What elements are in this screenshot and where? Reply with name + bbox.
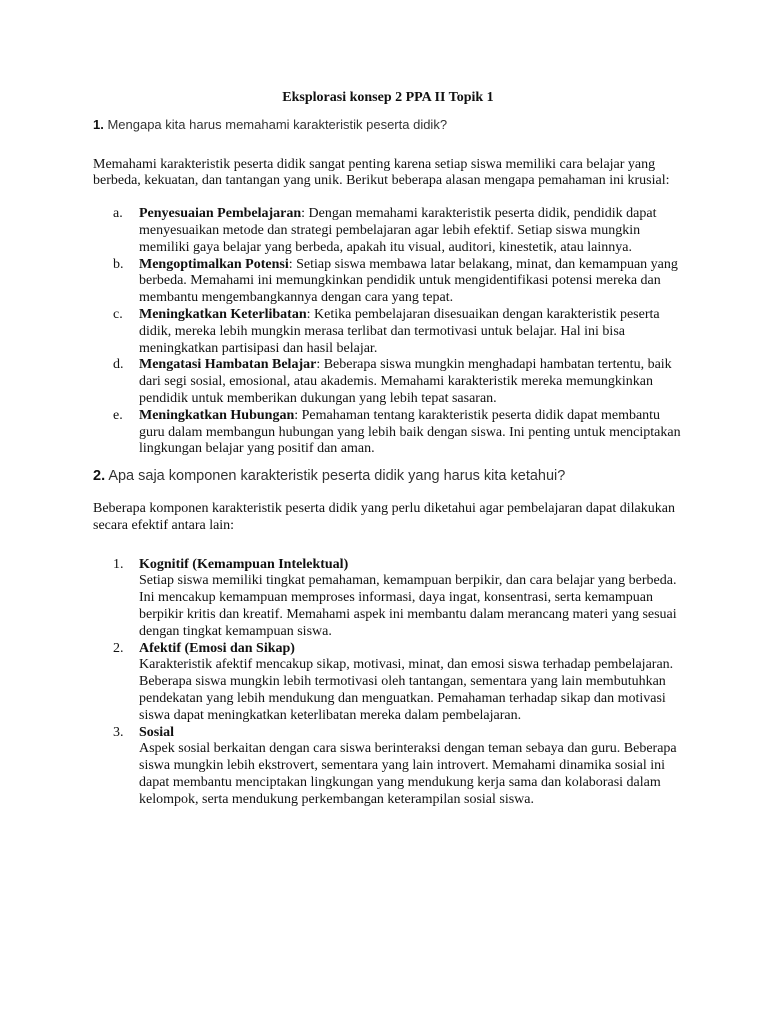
question-1-text: Mengapa kita harus memahami karakteristik peserta didik? [103, 116, 448, 132]
question-1-intro: Memahami karakteristik peserta didik sangat penting karena setiap siswa memiliki cara belajar yang berbeda, kekuatan, dan tantangan yang unik. Berikut beberapa alasan mengapa pemahaman ini krusial: [93, 156, 670, 189]
list-item [93, 206, 683, 256]
list-item [93, 257, 683, 307]
question-2 [93, 468, 683, 485]
list-item [93, 408, 683, 458]
list-marker: e. [113, 407, 123, 423]
list-marker: b. [113, 256, 124, 272]
list-item-term: Penyesuaian Pembelajaran [139, 206, 302, 222]
list-item-text: : Beberapa siswa mungkin menghadapi hambatan tertentu, baik dari segi sosial, emosional, atau akademis. Memahami karakteristik mereka memungkinkan pendidik untuk memberikan dukungan yang lebih tepat sasaran. [139, 357, 672, 406]
list-marker: 1. [113, 556, 124, 572]
list-item-text: : Pemahaman tentang karakteristik peserta didik dapat membantu guru dalam membangun hubungan yang lebih baik dengan siswa. Ini penting untuk menciptakan lingkungan belajar yang positif dan aman. [139, 407, 681, 457]
list-item-term: Meningkatkan Keterlibatan [139, 306, 307, 322]
list-item-term: Mengatasi Hambatan Belajar [139, 357, 317, 373]
list-item [93, 641, 683, 725]
list-item-term: Meningkatkan Hubungan [139, 407, 295, 423]
list-item-text: : Setiap siswa membawa latar belakang, minat, dan kemampuan yang berbeda. Memahami ini memungkinkan pendidik untuk mengidentifikasi potensi mereka dan membantu mengembangkannya dengan cara yang tepat. [139, 256, 678, 306]
list-item [93, 725, 683, 809]
question-2-intro: Beberapa komponen karakteristik peserta didik yang perlu diketahui agar pembelajaran dapat dilakukan secara efektif antara lain: [93, 500, 675, 533]
list-item-text: Karakteristik afektif mencakup sikap, motivasi, minat, dan emosi siswa terhadap pembelajaran. Beberapa siswa mungkin lebih termotivasi oleh tantangan, sementara yang lain membutuhkan pendekatan yang lebih mendukung dan menguatkan. Pemahaman terhadap sikap dan motivasi siswa dapat meningkatkan keterlibatan mereka dalam pembelajaran. [139, 657, 674, 723]
list-marker: a. [113, 206, 123, 222]
list-item-heading: Afektif (Emosi dan Sikap) [139, 640, 295, 656]
q2-components-list [93, 557, 683, 809]
list-item-heading: Kognitif (Kemampuan Intelektual) [139, 556, 349, 572]
list-marker: 2. [113, 640, 124, 656]
list-marker: c. [113, 306, 123, 322]
question-2-text: Apa saja komponen karakteristik peserta didik yang harus kita ketahui? [105, 468, 566, 485]
question-1 [93, 117, 683, 134]
list-item [93, 357, 683, 407]
list-item [93, 557, 683, 641]
list-item-heading: Sosial [139, 724, 175, 740]
list-item-text: : Dengan memahami karakteristik peserta didik, pendidik dapat menyesuaikan metode dan strategi pembelajaran agar lebih efektif. Setiap siswa mungkin memiliki gaya belajar yang berbeda, apakah itu visual, auditori, kinestetik, atau lainnya. [139, 206, 657, 255]
list-item-text: : Ketika pembelajaran disesuaikan dengan karakteristik peserta didik, mereka lebih mungkin merasa terlibat dan termotivasi untuk belajar. Hal ini bisa meningkatkan partisipasi dan hasil belajar. [139, 306, 660, 356]
document-content [93, 90, 683, 808]
question-2-number: 2. [93, 468, 106, 485]
list-marker: 3. [113, 724, 124, 740]
list-item-text: Aspek sosial berkaitan dengan cara siswa berinteraksi dengan teman sebaya dan guru. Beberapa siswa mungkin lebih ekstrovert, sementara yang lain introvert. Memahami dinamika sosial ini dapat membantu menciptakan lingkungan yang mendukung kerja sama dan kolaborasi dalam kelompok, serta mendukung perkembangan keterampilan sosial siswa. [139, 741, 677, 807]
list-item [93, 307, 683, 357]
q1-reasons-list [93, 206, 683, 458]
list-item-text: Setiap siswa memiliki tingkat pemahaman, kemampuan berpikir, dan cara belajar yang berbeda. Ini mencakup kemampuan memproses informasi, daya ingat, konsentrasi, serta kemampuan berpikir kritis dan kreatif. Memahami aspek ini membantu dalam merancang materi yang sesuai dengan tingkat kemampuan siswa. [139, 573, 677, 639]
document-title: Eksplorasi konsep 2 PPA II Topik 1 [282, 90, 494, 105]
list-item-term: Mengoptimalkan Potensi [139, 256, 289, 272]
list-marker: d. [113, 357, 124, 373]
question-1-number: 1. [93, 116, 104, 132]
